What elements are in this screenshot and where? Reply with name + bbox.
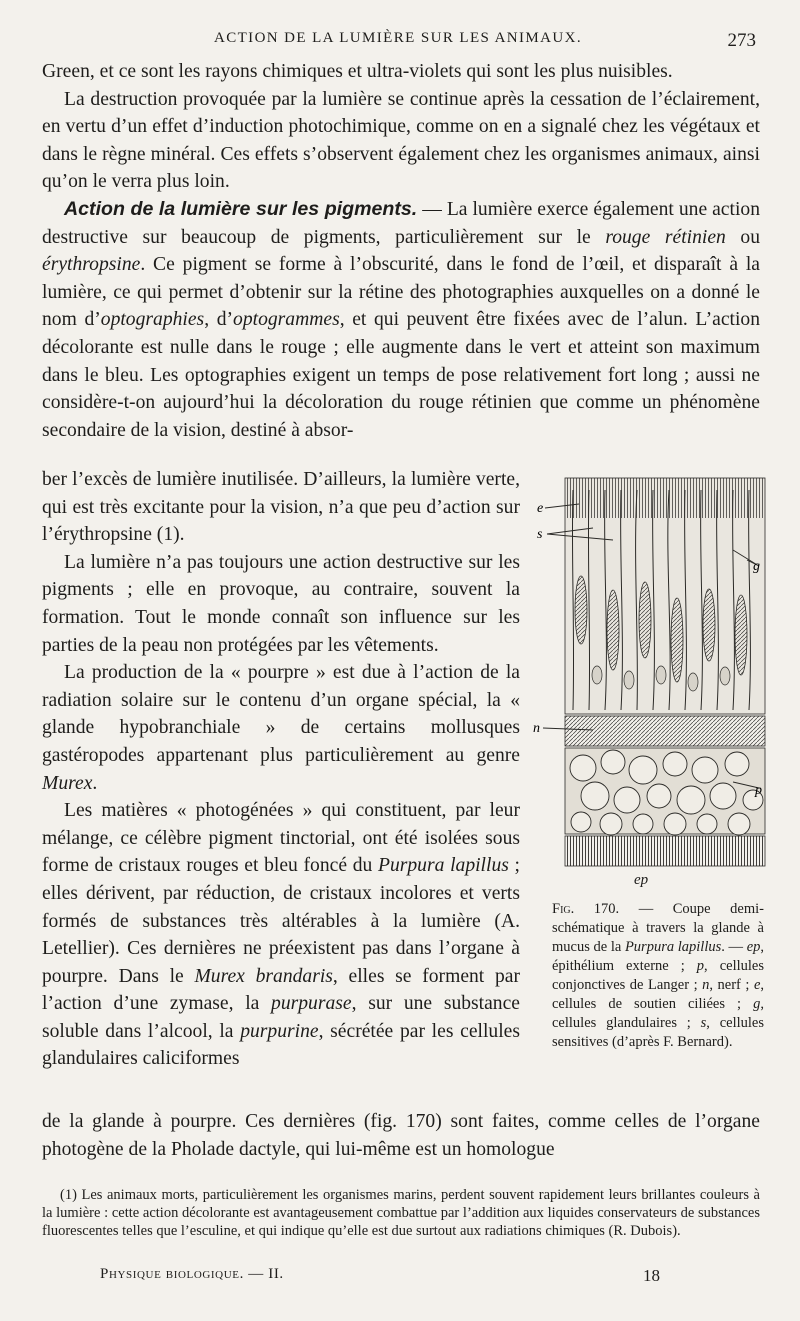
text-run: ou (725, 226, 760, 248)
caption-term-n: n (702, 977, 710, 993)
label-p: p (755, 783, 762, 798)
text-run: . Ce pigment se forme à l’obscurité, dans le fond de l’œil, et disparaît à la lumière, ce qui permet d’obtenir sur la rétine des photographies auxquelles on a donné le nom d’ (42, 254, 760, 331)
section-heading: Action de la lumière sur les pigments. (64, 197, 418, 220)
text-run: , nerf ; (709, 977, 754, 993)
term-purpura-lapillus: Purpura lapillus (377, 855, 509, 877)
sheet-number: 18 (643, 1266, 660, 1285)
term-purpura-lapillus: Purpura lapillus (624, 939, 722, 955)
running-title: ACTION DE LA LUMIÈRE SUR LES ANIMAUX. (213, 30, 583, 46)
text-run: . (92, 772, 98, 794)
caption-term-e: e (753, 977, 761, 993)
label-g: g (753, 559, 760, 574)
term-erythropsine: érythropsine (42, 254, 141, 276)
text-run: , et qui peuvent être fixées avec de l’alun. L’action décolorante est nulle dans le rouge ; elle augmente dans le vert et atteint son maximum dans le bleu. Les optographies exigent un temps de pose relativement fort long ; aussi ne considère-t-on aujourd’hui la décoloration du rouge rétinien que comme un phénomène secondaire de la vision, destiné à absor- (42, 309, 760, 441)
text-run: , d’ (204, 309, 234, 331)
text-run: . — (721, 939, 747, 955)
text-run: , épithélium externe ; (552, 939, 764, 974)
paragraph-1: Green, et ce sont les rayons chimiques et ultra-violets qui sont les plus nuisibles. (42, 61, 673, 82)
caption-term-g: g (753, 996, 761, 1012)
full-width-text-block (42, 58, 760, 444)
text-run: , sécrétée par les cellules glandulaires caliciformes (42, 1020, 520, 1070)
paragraph-4: La lumière n’a pas toujours une action destructive sur les pigments ; elle en provoque, au contraire, souvent la formation. Tout le monde connaît son influence sur les parties de la peau non protégées par les vêtements. (42, 551, 520, 656)
text-run: , sur une substance soluble dans l’alcool, la (42, 993, 520, 1042)
footnote-text: (1) Les animaux morts, particulièrement les organismes marins, perdent souvent rapidement leurs brillantes couleurs à la lumière : cette action décolorante est avantageusement combattue par l’addition aux liquides conservateurs de substances fluorescentes telles que l’esculine, et qui indique qu’elle est due surtout aux radiations chimiques (R. Dubois). (42, 1187, 760, 1239)
label-e: e (537, 501, 544, 516)
footnote (42, 1186, 760, 1240)
caption-term-s: s (700, 1015, 707, 1031)
running-header (40, 26, 756, 56)
page-number: 273 (727, 30, 756, 51)
signature-mark: Physique biologique. — II. (100, 1266, 284, 1282)
figure-caption (552, 900, 764, 1052)
text-run: , elles se forment par l’action d’une zymase, la (42, 965, 521, 1015)
text-run: — La lumière exerce également une action destructive sur beaucoup de pigments, particulièrement sur le (42, 198, 760, 248)
paragraph-6 (42, 797, 520, 1073)
narrow-text-block (42, 466, 520, 1073)
text-run: Les matières « photogénées » qui constituent, par leur mélange, ce célèbre pigment tinctorial, ont été isolées sous forme de cristaux rouges et bleu foncé du (42, 800, 520, 877)
term-optogrammes: optogrammes (233, 309, 340, 331)
paragraph-3 (42, 196, 760, 444)
figure-170-illustration (533, 470, 767, 890)
term-murex-brandaris: Murex brandaris (194, 965, 333, 987)
term-purpurase: purpurase (271, 993, 352, 1015)
text-run: , cellules glandulaires ; (552, 996, 764, 1031)
term-optographies: optographies (100, 309, 205, 331)
label-s: s (537, 527, 543, 542)
paragraph-2: La destruction provoquée par la lumière se continue après la cessation de l’éclairement, en vertu d’un effet d’induction photochimique, comme on en a signalé chez les végétaux et dans le règne minéral. Ces effets s’observent également chez les organismes animaux, ainsi qu’on le verra plus loin. (42, 88, 760, 193)
text-run: ; elles dérivent, par réduction, de cristaux incolores et verts formés de substances très altérables à la lumière (A. Letellier). Ces dernières ne préexistent pas dans l’organe à pourpre. Dans le (42, 855, 521, 987)
bottom-text-block (42, 1108, 760, 1163)
label-n: n (533, 721, 540, 736)
term-rouge-retinien: rouge rétinien (605, 226, 726, 248)
paragraph-5 (42, 659, 520, 797)
label-ep: ep (634, 872, 649, 888)
page-footer (100, 1266, 660, 1288)
caption-label: Fig. 170. (552, 901, 620, 917)
text-run: , cellules conjonctives de Langer ; (552, 958, 764, 993)
paragraph-6-continued: de la glande à pourpre. Ces dernières (fig. 170) sont faites, comme celles de l’organe photogène de la Pholade dactyle, qui lui-même est un homologue (42, 1111, 760, 1160)
text-run: La production de la « pourpre » est due à l’action de la radiation solaire sur le contenu d’un organe spécial, la « glande hypobranchiale » de certains mollusques gastéropodes appartenant plus particulièrement au genre (42, 662, 520, 766)
text-run: , cellules sensitives (d’après F. Bernard). (552, 1015, 764, 1050)
term-purpurine: purpurine (240, 1020, 319, 1042)
caption-term-p: p (696, 958, 705, 974)
text-run: , cellules de soutien ciliées ; (552, 977, 765, 1012)
paragraph-3-continued: ber l’excès de lumière inutilisée. D’ailleurs, la lumière verte, qui est très excitante pour la vision, n’a que peu d’action sur l’érythropsine (1). (42, 469, 520, 546)
term-murex: Murex (42, 772, 93, 794)
caption-term-ep: ep (746, 939, 761, 955)
text-run: — Coupe demi-schématique à travers la glande à mucus de la (552, 901, 764, 955)
